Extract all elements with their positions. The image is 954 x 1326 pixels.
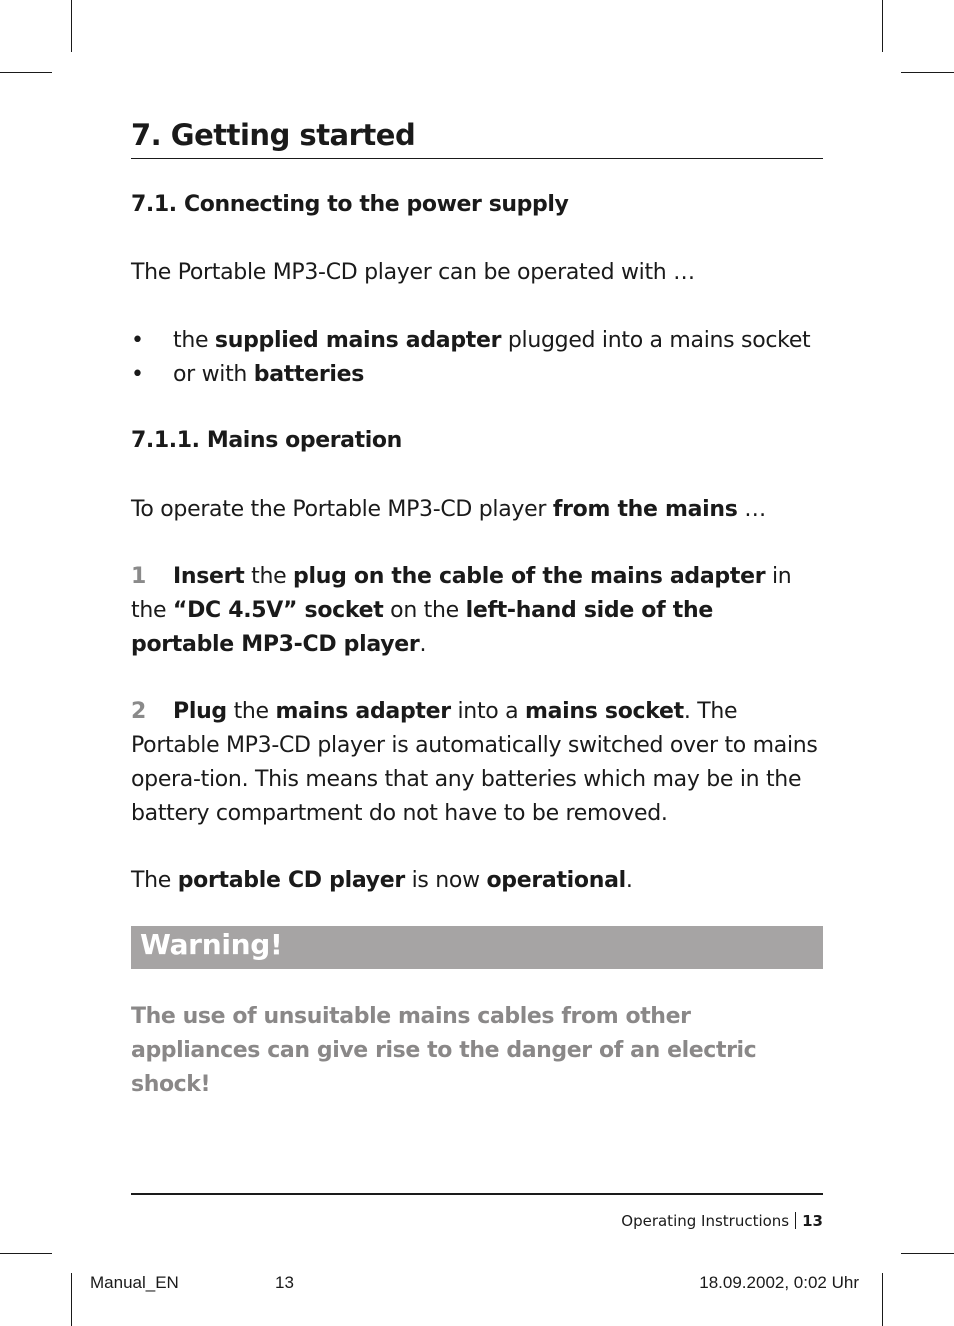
- page-footer: [621, 1212, 823, 1230]
- step-number: 2: [131, 699, 147, 724]
- crop-mark: [882, 0, 883, 52]
- footer-rule: [131, 1193, 823, 1195]
- step-1: 1 Insert the plug on the cable of the mains adapter in the “DC 4.5V” socket on the left-hand side of the portable MP3-CD player.: [131, 560, 823, 662]
- title-rule: [131, 158, 823, 159]
- crop-mark: [901, 72, 954, 73]
- warning-title: Warning!: [140, 928, 283, 961]
- crop-mark: [0, 72, 52, 73]
- bullet-icon: •: [131, 328, 144, 353]
- slug-filename: Manual_EN: [90, 1273, 179, 1292]
- slug-date: 18.09.2002, 0:02 Uhr: [699, 1273, 859, 1292]
- footer-label: Operating Instructions: [621, 1212, 790, 1230]
- bullet-icon: •: [131, 362, 144, 387]
- crop-mark: [71, 0, 72, 52]
- slug-page: 13: [275, 1273, 294, 1292]
- mains-intro: To operate the Portable MP3-CD player from the mains …: [131, 497, 766, 522]
- list-item: • the supplied mains adapter plugged into a mains socket: [131, 324, 823, 358]
- page-title: 7. Getting started: [131, 118, 416, 152]
- warning-text: The use of unsuitable mains cables from other appliances can give rise to the danger of an electric shock!: [131, 1004, 757, 1097]
- step-number: 1: [131, 564, 147, 589]
- section-heading-power: 7.1. Connecting to the power supply: [131, 192, 569, 217]
- section-heading-mains: 7.1.1. Mains operation: [131, 428, 402, 453]
- warning-banner: [131, 926, 823, 969]
- intro-paragraph: The Portable MP3-CD player can be operated with …: [131, 260, 695, 285]
- operational-paragraph: The portable CD player is now operational.: [131, 868, 633, 893]
- crop-mark: [901, 1253, 954, 1254]
- list-item: • or with batteries: [131, 358, 823, 392]
- page-number: 13: [802, 1212, 823, 1230]
- crop-mark: [0, 1253, 52, 1254]
- step-2: 2 Plug the mains adapter into a mains socket. The Portable MP3-CD player is automatically switched over to mains opera-tion. This means that any batteries which may be in the battery compartment do not have to be removed.: [131, 695, 823, 831]
- crop-mark: [71, 1273, 72, 1326]
- footer-separator: [795, 1212, 796, 1229]
- crop-mark: [882, 1273, 883, 1326]
